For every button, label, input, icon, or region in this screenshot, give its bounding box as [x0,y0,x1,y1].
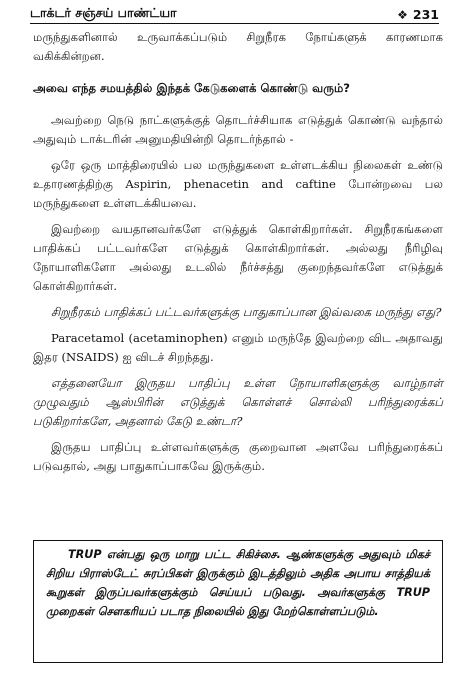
paragraph: மருந்துகளினால் உருவாக்கப்படும் சிறுநீரக நோய்களுக் காரணமாக வகிக்கின்றன. [33,30,443,63]
paragraph: இருதய பாதிப்பு உள்ளவர்களுக்கு குறைவான அளவே பரிந்துரைக்கப் படுவதால், அது பாதுகாப்பாகவே இருக்கும். [33,440,443,473]
box-text: TRUP என்பது ஒரு மாறு பட்ட சிகிச்சை. ஆண்களுக்கு அதுவும் மிகச் சிறிய பிராஸ்டேட் சுரப்பிகள் இருக்கும் இடத்திலும் அதிக அபாய சாத்தியக் கூறுகள் இருப்பவர்களுக்கும் செய்யப் படுவது. அவர்களுக்கு TRUP முறைகள் சௌகரியப் படாத நிலையில் இது மேற்கொள்ளப்படும். [46,548,430,618]
page-number: 231 [412,7,439,22]
paragraph: இவற்றை வயதானவர்களே எடுத்துக் கொள்கிறார்கள். சிறுநீரகங்களை பாதிக்கப் பட்டவர்களே எடுத்துக் கொள்கிறார்கள். அல்லது நீரிழிவு நோயாளிகளோ அல்லது உடலில் நீர்ச்சத்து குறைந்தவர்களே எடுத்துக் கொள்கிறார்கள். [33,222,443,293]
page-number-group [397,7,439,22]
page-header [30,2,439,22]
paragraph: Paracetamol (acetaminophen) எனும் மருந்தே இவற்றை விட அதாவது இதர (NSAIDS) ஐ விடச் சிறந்தது. [33,331,443,364]
question: சிறுநீரகம் பாதிக்கப் பட்டவர்களுக்கு பாதுகாப்பான இவ்வகை மருந்து எது? [51,305,442,319]
highlight-box [33,540,443,663]
running-title: டாக்டர் சஞ்சய் பாண்ட்யா [30,5,177,20]
header-rule [30,23,439,24]
question-heading: அவை எந்த சமயத்தில் இந்தக் கேடுகளைக் கொண்டு வரும்? [33,81,351,95]
diamond-ornament-icon: ❖ [397,7,408,22]
paragraph: அவற்றை நெடு நாட்களுக்குத் தொடர்ச்சியாக எடுத்துக் கொண்டு வந்தால் அதுவும் டாக்டரின் அனுமதியின்றி தொடர்ந்தால் - [33,113,443,146]
page-body [33,28,443,483]
question: எத்தனையோ இருதய பாதிப்பு உள்ள நோயாளிகளுக்கு வாழ்நாள் முழுவதும் ஆஸ்பிரின் எடுத்துக் கொள்ளச் சொல்லி பரிந்துரைக்கப் படுகிறார்களே, அதனால் கேடு உண்டா? [33,376,443,428]
paragraph: ஒரே ஒரு மாத்திரையில் பல மருந்துகளை உள்ளடக்கிய நிலைகள் உண்டு உதாரணத்திற்கு Aspirin, phenacetin and caftine போன்றவை பல மருந்துகளை உள்ளடக்கியவை. [33,158,443,210]
